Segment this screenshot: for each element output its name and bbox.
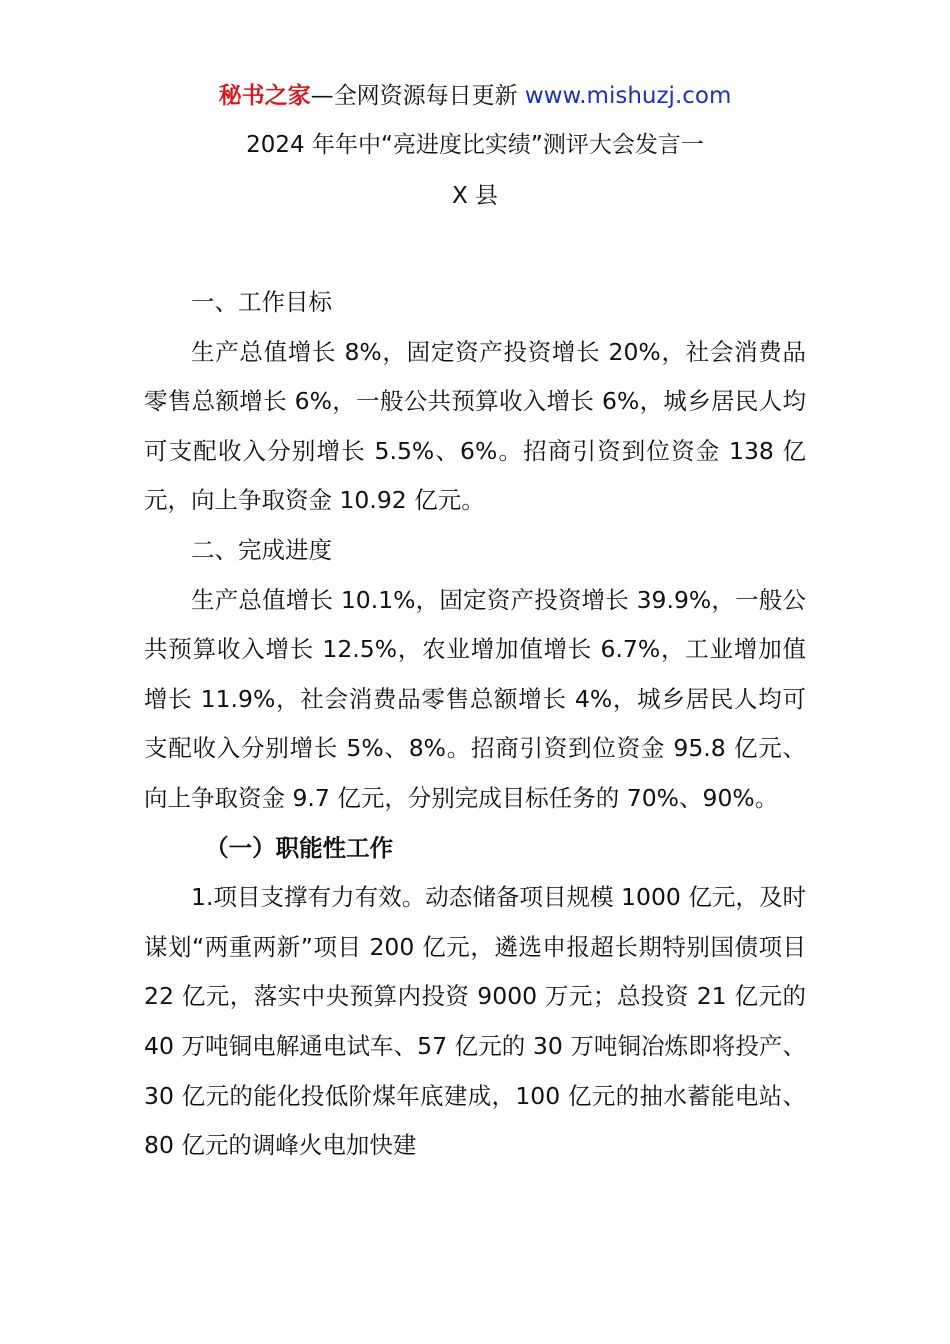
paragraph-goals: 生产总值增长 8%，固定资产投资增长 20%，社会消费品零售总额增长 6%，一般公共预算收入增长 6%，城乡居民人均可支配收入分别增长 5.5%、6%。招商引资到位资金 138 亿元，向上争取资金 10.92 亿元。 [144,337,806,515]
subsection-heading-functional-work: （一）职能性工作 [205,833,394,862]
document-title: 2024 年年中“亮进度比实绩”测评大会发言一 [246,132,704,158]
site-tagline: —全网资源每日更新 [310,83,525,109]
section-heading-goals: 一、工作目标 [191,288,332,316]
paragraph-project-support: 1.项目支撑有力有效。动态储备项目规模 1000 亿元，及时谋划“两重两新”项目 200 亿元，遴选申报超长期特别国债项目 22 亿元，落实中央预算内投资 9000 万元；总投资 21 亿元的 40 万吨铜电解通电试车、57 亿元的 30 万吨铜冶炼即将投产、30 亿元的能化投低阶煤年底建成，100 亿元的抽水蓄能电站、80 亿元的调峰火电加快建 [144,883,806,1160]
site-brand: 秘书之家 [218,83,311,109]
section-heading-progress: 二、完成进度 [191,535,332,564]
document-body [144,278,806,1171]
site-header [0,80,950,112]
document-subtitle: X 县 [451,183,499,209]
site-url-link[interactable]: www.mishuzj.com [524,83,732,109]
paragraph-progress: 生产总值增长 10.1%，固定资产投资增长 39.9%，一般公共预算收入增长 12.5%，农业增加值增长 6.7%，工业增加值增长 11.9%，社会消费品零售总额增长 4%，城乡居民人均可支配收入分别增长 5%、8%。招商引资到位资金 95.8 亿元、向上争取资金 9.7 亿元，分别完成目标任务的 70%、90%。 [144,585,806,812]
